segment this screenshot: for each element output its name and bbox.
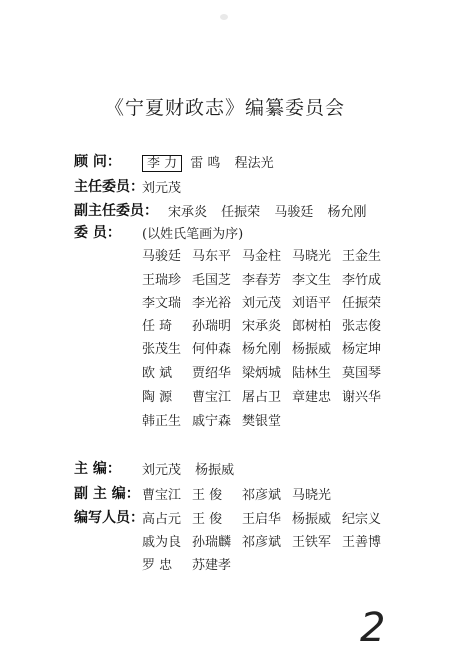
writer-name: 王 俊: [192, 512, 223, 527]
adviser-name: 雷 鸣: [190, 156, 221, 171]
member-name: 张志俊: [342, 319, 382, 334]
member-name: 章建忠: [292, 390, 332, 405]
vice-director-label: 副主任委员：: [74, 203, 158, 219]
members-row: [142, 292, 392, 311]
adviser-label: 顾 问：: [74, 154, 121, 170]
member-name: 樊银堂: [242, 414, 282, 429]
member-name: 陆林生: [292, 366, 332, 381]
writer-name: 王启华: [242, 512, 282, 527]
member-name: 马骏廷: [142, 249, 182, 264]
writer-name: 高占元: [142, 512, 182, 527]
deputy-editor-label: 副 主 编：: [74, 486, 140, 502]
member-name: 李竹成: [342, 273, 382, 288]
writers-label: 编写人员：: [74, 510, 144, 526]
writer-name: 戚为良: [142, 535, 182, 550]
member-name: 戚宁森: [192, 414, 232, 429]
members-row: [142, 386, 392, 405]
member-name: 李文生: [292, 273, 332, 288]
writers-row: [142, 554, 242, 573]
writer-name: 王铁军: [292, 535, 332, 550]
writer-name: 孙瑞麟: [192, 535, 232, 550]
writer-name: 祁彦斌: [242, 535, 282, 550]
member-name: 李春芳: [242, 273, 282, 288]
member-name: 陶 源: [142, 390, 173, 405]
writer-name: 苏建孝: [192, 558, 232, 573]
members-label: 委 员：: [74, 225, 121, 241]
member-name: 何仲森: [192, 342, 232, 357]
vice-director-name: 任振荣: [221, 205, 261, 220]
vice-director-name: 杨允刚: [327, 205, 367, 220]
member-name: 屠占卫: [242, 390, 282, 405]
member-name: 李光裕: [192, 296, 232, 311]
member-name: 杨允刚: [242, 342, 282, 357]
member-name: 毛国芝: [192, 273, 232, 288]
member-name: 任 琦: [142, 319, 173, 334]
members-row: [142, 410, 292, 429]
adviser-names: [142, 152, 284, 172]
director-names: [142, 177, 191, 196]
member-name: 张茂生: [142, 342, 182, 357]
member-name: 马东平: [192, 249, 232, 264]
member-name: 韩正生: [142, 414, 182, 429]
member-name: 王瑞珍: [142, 273, 182, 288]
members-note: (以姓氏笔画为序): [142, 227, 244, 242]
writer-name: 罗 忠: [142, 558, 173, 573]
vice-director-name: 宋承炎: [168, 205, 208, 220]
adviser-name: 程法光: [234, 156, 274, 171]
member-name: 曹宝江: [192, 390, 232, 405]
member-name: 杨定坤: [342, 342, 382, 357]
director-name: 刘元茂: [142, 181, 182, 196]
members-row: [142, 245, 392, 264]
member-name: 贾绍华: [192, 366, 232, 381]
members-row: [142, 338, 392, 357]
vice-director-name: 马骏廷: [274, 205, 314, 220]
member-name: 刘元茂: [242, 296, 282, 311]
director-label: 主任委员：: [74, 179, 144, 195]
editor-in-chief-names: [142, 459, 244, 478]
editor-in-chief-label: 主 编：: [74, 461, 121, 477]
scan-speck: [220, 14, 228, 20]
member-name: 任振荣: [342, 296, 382, 311]
member-name: 王金生: [342, 249, 382, 264]
member-name: 宋承炎: [242, 319, 282, 334]
page-number: 2: [360, 605, 386, 651]
writers-row: [142, 508, 392, 527]
writer-name: 王善博: [342, 535, 382, 550]
members-row: [142, 269, 392, 288]
editor-name: 杨振威: [195, 463, 235, 478]
writer-name: 纪宗义: [342, 512, 382, 527]
member-name: 李文瑞: [142, 296, 182, 311]
member-name: 马金柱: [242, 249, 282, 264]
members-row: [142, 362, 392, 381]
writers-row: [142, 531, 392, 550]
member-name: 欧 斌: [142, 366, 173, 381]
deputy-editor-name: 马晓光: [292, 488, 332, 503]
deputy-editor-names: [142, 484, 342, 503]
deputy-editor-name: 祁彦斌: [242, 488, 282, 503]
member-name: 刘语平: [292, 296, 332, 311]
member-name: 梁炳城: [242, 366, 282, 381]
members-row: [142, 315, 392, 334]
deputy-editor-name: 王 俊: [192, 488, 223, 503]
member-name: 马晓光: [292, 249, 332, 264]
writer-name: 杨振威: [292, 512, 332, 527]
member-name: 孙瑞明: [192, 319, 232, 334]
member-name: 莫国琴: [342, 366, 382, 381]
editor-name: 刘元茂: [142, 463, 182, 478]
member-name: 谢兴华: [342, 390, 382, 405]
member-name: 郎树柏: [292, 319, 332, 334]
page-title: 《宁夏财政志》编纂委员会: [104, 97, 345, 119]
member-name: 杨振威: [292, 342, 332, 357]
vice-director-names: [168, 201, 376, 220]
adviser-name-boxed: 李 力: [142, 155, 182, 172]
deputy-editor-name: 曹宝江: [142, 488, 182, 503]
